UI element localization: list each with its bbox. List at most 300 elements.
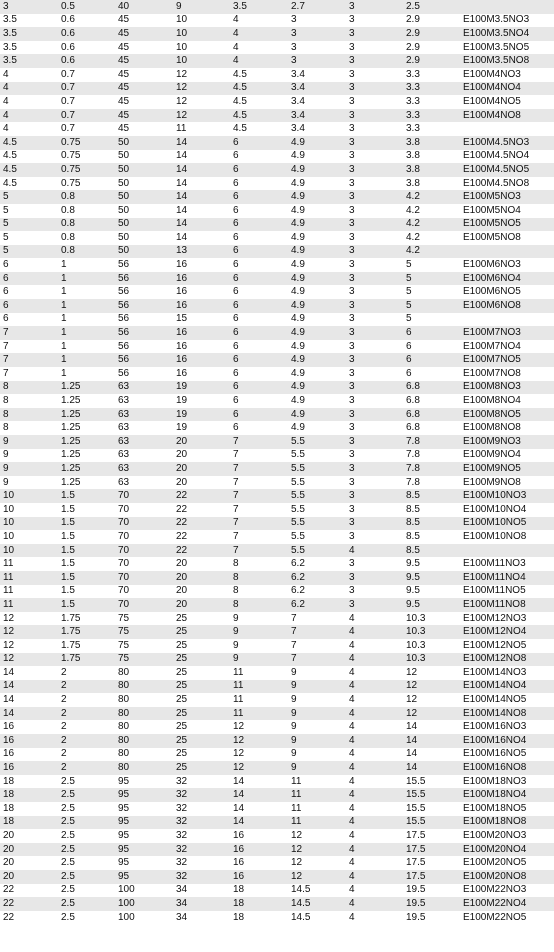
- table-row: [0, 122, 554, 136]
- table-cell: 10.3: [403, 639, 461, 653]
- table-cell: 3: [346, 571, 403, 585]
- table-cell: 4.9: [288, 258, 346, 272]
- table-cell: 7: [230, 435, 288, 449]
- table-cell: 63: [115, 421, 173, 435]
- table-cell: 4.9: [288, 285, 346, 299]
- table-cell: 80: [115, 666, 173, 680]
- table-cell: 45: [115, 122, 173, 136]
- table-cell: 5: [403, 272, 461, 286]
- table-cell: 3.5: [0, 14, 58, 28]
- table-cell: 22: [173, 489, 230, 503]
- table-cell: 56: [115, 367, 173, 381]
- table-cell: 7: [230, 530, 288, 544]
- table-cell: 4.9: [288, 353, 346, 367]
- part-code-cell: [461, 0, 554, 14]
- table-cell: 4.5: [230, 122, 288, 136]
- table-cell: 6: [0, 272, 58, 286]
- table-cell: 10: [173, 14, 230, 28]
- table-cell: 20: [173, 476, 230, 490]
- table-cell: 6: [230, 313, 288, 327]
- table-cell: 3: [346, 258, 403, 272]
- table-cell: 19: [173, 381, 230, 395]
- table-cell: 16: [0, 734, 58, 748]
- table-cell: 2.5: [58, 775, 115, 789]
- table-cell: 56: [115, 285, 173, 299]
- table-cell: 12: [173, 82, 230, 96]
- table-cell: 3: [346, 435, 403, 449]
- table-cell: 18: [0, 816, 58, 830]
- table-cell: 18: [230, 897, 288, 911]
- table-cell: 9: [0, 462, 58, 476]
- table-cell: 16: [173, 272, 230, 286]
- table-cell: 7.8: [403, 476, 461, 490]
- table-cell: 12: [230, 734, 288, 748]
- table-cell: 95: [115, 870, 173, 884]
- table-cell: 20: [173, 598, 230, 612]
- table-cell: 16: [173, 258, 230, 272]
- table-cell: 1.25: [58, 381, 115, 395]
- table-cell: 80: [115, 693, 173, 707]
- table-cell: 16: [173, 326, 230, 340]
- table-row: [0, 911, 554, 925]
- table-cell: 2.5: [58, 870, 115, 884]
- table-cell: 7.8: [403, 449, 461, 463]
- table-cell: 5.5: [288, 449, 346, 463]
- table-cell: 12: [0, 653, 58, 667]
- table-cell: 95: [115, 802, 173, 816]
- table-cell: 0.7: [58, 109, 115, 123]
- table-cell: 6: [230, 272, 288, 286]
- table-cell: 50: [115, 245, 173, 259]
- table-cell: 0.8: [58, 231, 115, 245]
- table-cell: 14.5: [288, 897, 346, 911]
- table-cell: 1.25: [58, 394, 115, 408]
- table-cell: 9: [173, 0, 230, 14]
- table-cell: 4: [346, 829, 403, 843]
- table-cell: 25: [173, 707, 230, 721]
- table-cell: 3: [346, 449, 403, 463]
- table-cell: 1.5: [58, 585, 115, 599]
- part-code-cell: E100M18NO5: [461, 802, 554, 816]
- table-cell: 3: [346, 136, 403, 150]
- table-cell: 32: [173, 829, 230, 843]
- table-row: [0, 150, 554, 164]
- part-code-cell: E100M4.5NO4: [461, 150, 554, 164]
- table-cell: 45: [115, 27, 173, 41]
- part-code-cell: E100M7NO5: [461, 353, 554, 367]
- table-cell: 9.5: [403, 571, 461, 585]
- table-row: [0, 639, 554, 653]
- table-cell: 8.5: [403, 530, 461, 544]
- table-cell: 6: [230, 421, 288, 435]
- table-cell: 5.5: [288, 435, 346, 449]
- table-row: [0, 734, 554, 748]
- table-cell: 4: [346, 843, 403, 857]
- table-cell: 20: [0, 829, 58, 843]
- table-cell: 1.25: [58, 449, 115, 463]
- table-cell: 4: [230, 41, 288, 55]
- part-code-cell: E100M16NO3: [461, 720, 554, 734]
- table-cell: 4: [346, 788, 403, 802]
- part-code-cell: E100M5NO8: [461, 231, 554, 245]
- table-cell: 4: [346, 639, 403, 653]
- table-row: [0, 693, 554, 707]
- table-cell: 7: [0, 353, 58, 367]
- table-cell: 3: [346, 598, 403, 612]
- table-cell: 4: [346, 775, 403, 789]
- part-code-cell: E100M12NO4: [461, 625, 554, 639]
- table-row: [0, 272, 554, 286]
- table-cell: 16: [173, 340, 230, 354]
- table-cell: 0.7: [58, 95, 115, 109]
- table-row: [0, 653, 554, 667]
- table-cell: 7: [288, 625, 346, 639]
- table-cell: 3: [346, 353, 403, 367]
- table-cell: 25: [173, 653, 230, 667]
- table-cell: 95: [115, 775, 173, 789]
- table-cell: 2.5: [58, 816, 115, 830]
- table-cell: 0.6: [58, 14, 115, 28]
- table-cell: 1: [58, 367, 115, 381]
- part-code-cell: E100M14NO5: [461, 693, 554, 707]
- part-code-cell: E100M5NO3: [461, 190, 554, 204]
- table-cell: 14: [403, 734, 461, 748]
- table-cell: 3.5: [0, 27, 58, 41]
- table-cell: 12: [230, 761, 288, 775]
- table-cell: 9: [0, 476, 58, 490]
- table-cell: 63: [115, 449, 173, 463]
- table-cell: 16: [173, 299, 230, 313]
- table-cell: 5.5: [288, 530, 346, 544]
- table-cell: 3.5: [0, 41, 58, 55]
- part-code-cell: E100M4.5NO3: [461, 136, 554, 150]
- table-cell: 15.5: [403, 816, 461, 830]
- table-cell: 7: [0, 367, 58, 381]
- table-cell: 12: [288, 829, 346, 843]
- table-cell: 70: [115, 517, 173, 531]
- part-code-cell: E100M10NO3: [461, 489, 554, 503]
- table-cell: 4.5: [230, 109, 288, 123]
- table-cell: 4.2: [403, 245, 461, 259]
- table-cell: 80: [115, 720, 173, 734]
- table-cell: 2: [58, 734, 115, 748]
- table-cell: 3: [346, 68, 403, 82]
- table-cell: 3: [346, 245, 403, 259]
- table-cell: 2.9: [403, 27, 461, 41]
- table-cell: 12: [173, 68, 230, 82]
- part-code-cell: E100M4NO5: [461, 95, 554, 109]
- table-cell: 1: [58, 299, 115, 313]
- table-cell: 80: [115, 734, 173, 748]
- table-cell: 2.9: [403, 41, 461, 55]
- table-row: [0, 340, 554, 354]
- table-cell: 4.9: [288, 218, 346, 232]
- table-row: [0, 625, 554, 639]
- table-cell: 2.5: [58, 788, 115, 802]
- table-cell: 8: [230, 571, 288, 585]
- table-cell: 14: [230, 788, 288, 802]
- table-row: [0, 884, 554, 898]
- table-cell: 6: [230, 163, 288, 177]
- table-cell: 4: [346, 897, 403, 911]
- table-cell: 2: [58, 720, 115, 734]
- table-cell: 63: [115, 408, 173, 422]
- table-cell: 3: [346, 14, 403, 28]
- table-cell: 8.5: [403, 489, 461, 503]
- table-row: [0, 870, 554, 884]
- table-cell: 1.75: [58, 625, 115, 639]
- part-code-cell: E100M6NO3: [461, 258, 554, 272]
- table-cell: 1.25: [58, 435, 115, 449]
- table-cell: 25: [173, 734, 230, 748]
- table-cell: 2.5: [58, 911, 115, 925]
- table-cell: 16: [0, 748, 58, 762]
- part-code-cell: E100M9NO5: [461, 462, 554, 476]
- table-cell: 6: [230, 394, 288, 408]
- table-cell: 50: [115, 163, 173, 177]
- table-row: [0, 856, 554, 870]
- table-cell: 22: [0, 911, 58, 925]
- table-cell: 5: [0, 204, 58, 218]
- table-cell: 70: [115, 544, 173, 558]
- table-cell: 1: [58, 326, 115, 340]
- table-cell: 3: [346, 517, 403, 531]
- table-cell: 11: [230, 693, 288, 707]
- table-row: [0, 41, 554, 55]
- part-code-cell: E100M3.5NO4: [461, 27, 554, 41]
- table-cell: 10: [0, 544, 58, 558]
- table-row: [0, 476, 554, 490]
- table-cell: 2: [58, 707, 115, 721]
- table-cell: 6: [230, 326, 288, 340]
- part-code-cell: E100M3.5NO3: [461, 14, 554, 28]
- table-cell: 75: [115, 612, 173, 626]
- part-code-cell: E100M3.5NO8: [461, 54, 554, 68]
- part-code-cell: E100M9NO4: [461, 449, 554, 463]
- table-cell: 56: [115, 313, 173, 327]
- table-cell: 6: [230, 299, 288, 313]
- part-code-cell: E100M9NO8: [461, 476, 554, 490]
- part-code-cell: E100M11NO5: [461, 585, 554, 599]
- table-cell: 16: [230, 829, 288, 843]
- table-cell: 32: [173, 775, 230, 789]
- table-cell: 11: [288, 816, 346, 830]
- table-cell: 12: [173, 109, 230, 123]
- table-cell: 3: [346, 190, 403, 204]
- table-cell: 10: [0, 530, 58, 544]
- table-cell: 20: [173, 462, 230, 476]
- table-cell: 0.75: [58, 136, 115, 150]
- table-cell: 11: [230, 707, 288, 721]
- table-row: [0, 421, 554, 435]
- table-cell: 1.5: [58, 544, 115, 558]
- table-cell: 6.2: [288, 585, 346, 599]
- table-cell: 1.5: [58, 517, 115, 531]
- table-cell: 25: [173, 625, 230, 639]
- table-cell: 1.5: [58, 489, 115, 503]
- table-cell: 9: [288, 761, 346, 775]
- table-cell: 3.3: [403, 68, 461, 82]
- table-cell: 14: [0, 666, 58, 680]
- table-cell: 95: [115, 816, 173, 830]
- table-cell: 3.4: [288, 82, 346, 96]
- table-row: [0, 788, 554, 802]
- table-cell: 4.9: [288, 381, 346, 395]
- table-row: [0, 299, 554, 313]
- part-code-cell: E100M11NO3: [461, 557, 554, 571]
- table-cell: 3.3: [403, 82, 461, 96]
- table-cell: 56: [115, 299, 173, 313]
- part-code-cell: E100M11NO4: [461, 571, 554, 585]
- table-cell: 6.8: [403, 421, 461, 435]
- table-cell: 1.25: [58, 408, 115, 422]
- table-cell: 22: [0, 884, 58, 898]
- table-cell: 50: [115, 204, 173, 218]
- table-cell: 3: [346, 340, 403, 354]
- table-cell: 32: [173, 870, 230, 884]
- table-cell: 70: [115, 503, 173, 517]
- table-cell: 3: [346, 476, 403, 490]
- part-code-cell: E100M7NO8: [461, 367, 554, 381]
- table-cell: 16: [173, 285, 230, 299]
- table-cell: 4: [346, 693, 403, 707]
- table-row: [0, 218, 554, 232]
- table-cell: 9: [230, 639, 288, 653]
- table-cell: 0.7: [58, 122, 115, 136]
- table-cell: 6: [230, 408, 288, 422]
- table-cell: 80: [115, 748, 173, 762]
- table-cell: 0.75: [58, 163, 115, 177]
- table-cell: 1: [58, 258, 115, 272]
- table-cell: 5.5: [288, 462, 346, 476]
- table-row: [0, 517, 554, 531]
- table-cell: 32: [173, 856, 230, 870]
- table-cell: 3: [346, 0, 403, 14]
- table-cell: 3: [346, 150, 403, 164]
- table-cell: 3: [346, 557, 403, 571]
- table-cell: 10: [0, 489, 58, 503]
- table-cell: 100: [115, 897, 173, 911]
- table-cell: 6: [230, 258, 288, 272]
- table-cell: 9: [288, 734, 346, 748]
- table-cell: 4: [0, 68, 58, 82]
- table-cell: 63: [115, 462, 173, 476]
- table-cell: 3: [346, 408, 403, 422]
- table-cell: 3: [346, 394, 403, 408]
- part-code-cell: E100M5NO5: [461, 218, 554, 232]
- table-row: [0, 462, 554, 476]
- table-cell: 2.9: [403, 54, 461, 68]
- table-row: [0, 313, 554, 327]
- table-cell: 3.8: [403, 136, 461, 150]
- table-cell: 18: [0, 788, 58, 802]
- part-code-cell: [461, 122, 554, 136]
- table-cell: 10.3: [403, 612, 461, 626]
- table-cell: 12: [403, 680, 461, 694]
- table-cell: 1: [58, 340, 115, 354]
- table-cell: 4: [346, 680, 403, 694]
- table-cell: 22: [173, 517, 230, 531]
- table-cell: 75: [115, 639, 173, 653]
- table-cell: 4.5: [230, 95, 288, 109]
- part-code-cell: E100M20NO4: [461, 843, 554, 857]
- table-cell: 4: [346, 816, 403, 830]
- table-row: [0, 761, 554, 775]
- table-cell: 9: [288, 748, 346, 762]
- table-cell: 4.2: [403, 204, 461, 218]
- table-cell: 3.8: [403, 150, 461, 164]
- table-cell: 0.7: [58, 82, 115, 96]
- table-cell: 9: [288, 666, 346, 680]
- table-cell: 3: [346, 367, 403, 381]
- table-cell: 4.9: [288, 299, 346, 313]
- table-cell: 4: [346, 884, 403, 898]
- table-cell: 4.9: [288, 163, 346, 177]
- table-cell: 2: [58, 666, 115, 680]
- table-cell: 20: [173, 435, 230, 449]
- table-cell: 20: [173, 571, 230, 585]
- table-row: [0, 326, 554, 340]
- table-cell: 16: [230, 870, 288, 884]
- table-cell: 45: [115, 14, 173, 28]
- table-row: [0, 449, 554, 463]
- table-row: [0, 897, 554, 911]
- part-code-cell: E100M4.5NO5: [461, 163, 554, 177]
- table-cell: 45: [115, 109, 173, 123]
- table-cell: 7: [230, 489, 288, 503]
- table-cell: 0.6: [58, 27, 115, 41]
- table-cell: 95: [115, 829, 173, 843]
- table-cell: 4: [0, 122, 58, 136]
- table-cell: 10: [173, 41, 230, 55]
- table-cell: 20: [0, 843, 58, 857]
- table-cell: 4: [230, 54, 288, 68]
- table-cell: 4.9: [288, 421, 346, 435]
- table-cell: 12: [403, 693, 461, 707]
- table-cell: 15.5: [403, 802, 461, 816]
- table-row: [0, 707, 554, 721]
- table-cell: 7.8: [403, 462, 461, 476]
- table-cell: 4: [346, 870, 403, 884]
- table-cell: 1.25: [58, 476, 115, 490]
- table-cell: 50: [115, 231, 173, 245]
- table-cell: 8: [0, 381, 58, 395]
- table-cell: 2.5: [58, 856, 115, 870]
- table-cell: 45: [115, 68, 173, 82]
- table-cell: 3.8: [403, 177, 461, 191]
- table-cell: 6.8: [403, 381, 461, 395]
- table-cell: 95: [115, 843, 173, 857]
- table-cell: 9: [230, 612, 288, 626]
- table-cell: 6.8: [403, 408, 461, 422]
- table-row: [0, 612, 554, 626]
- table-cell: 3.4: [288, 122, 346, 136]
- part-code-cell: E100M14NO8: [461, 707, 554, 721]
- table-cell: 12: [403, 707, 461, 721]
- table-cell: 22: [173, 503, 230, 517]
- table-cell: 4.5: [0, 136, 58, 150]
- table-cell: 2.7: [288, 0, 346, 14]
- table-cell: 14: [230, 802, 288, 816]
- table-cell: 14: [173, 150, 230, 164]
- table-cell: 4.2: [403, 218, 461, 232]
- table-cell: 45: [115, 41, 173, 55]
- part-code-cell: E100M16NO5: [461, 748, 554, 762]
- table-cell: 14: [403, 748, 461, 762]
- table-cell: 56: [115, 340, 173, 354]
- table-cell: 3: [346, 381, 403, 395]
- part-code-cell: E100M6NO4: [461, 272, 554, 286]
